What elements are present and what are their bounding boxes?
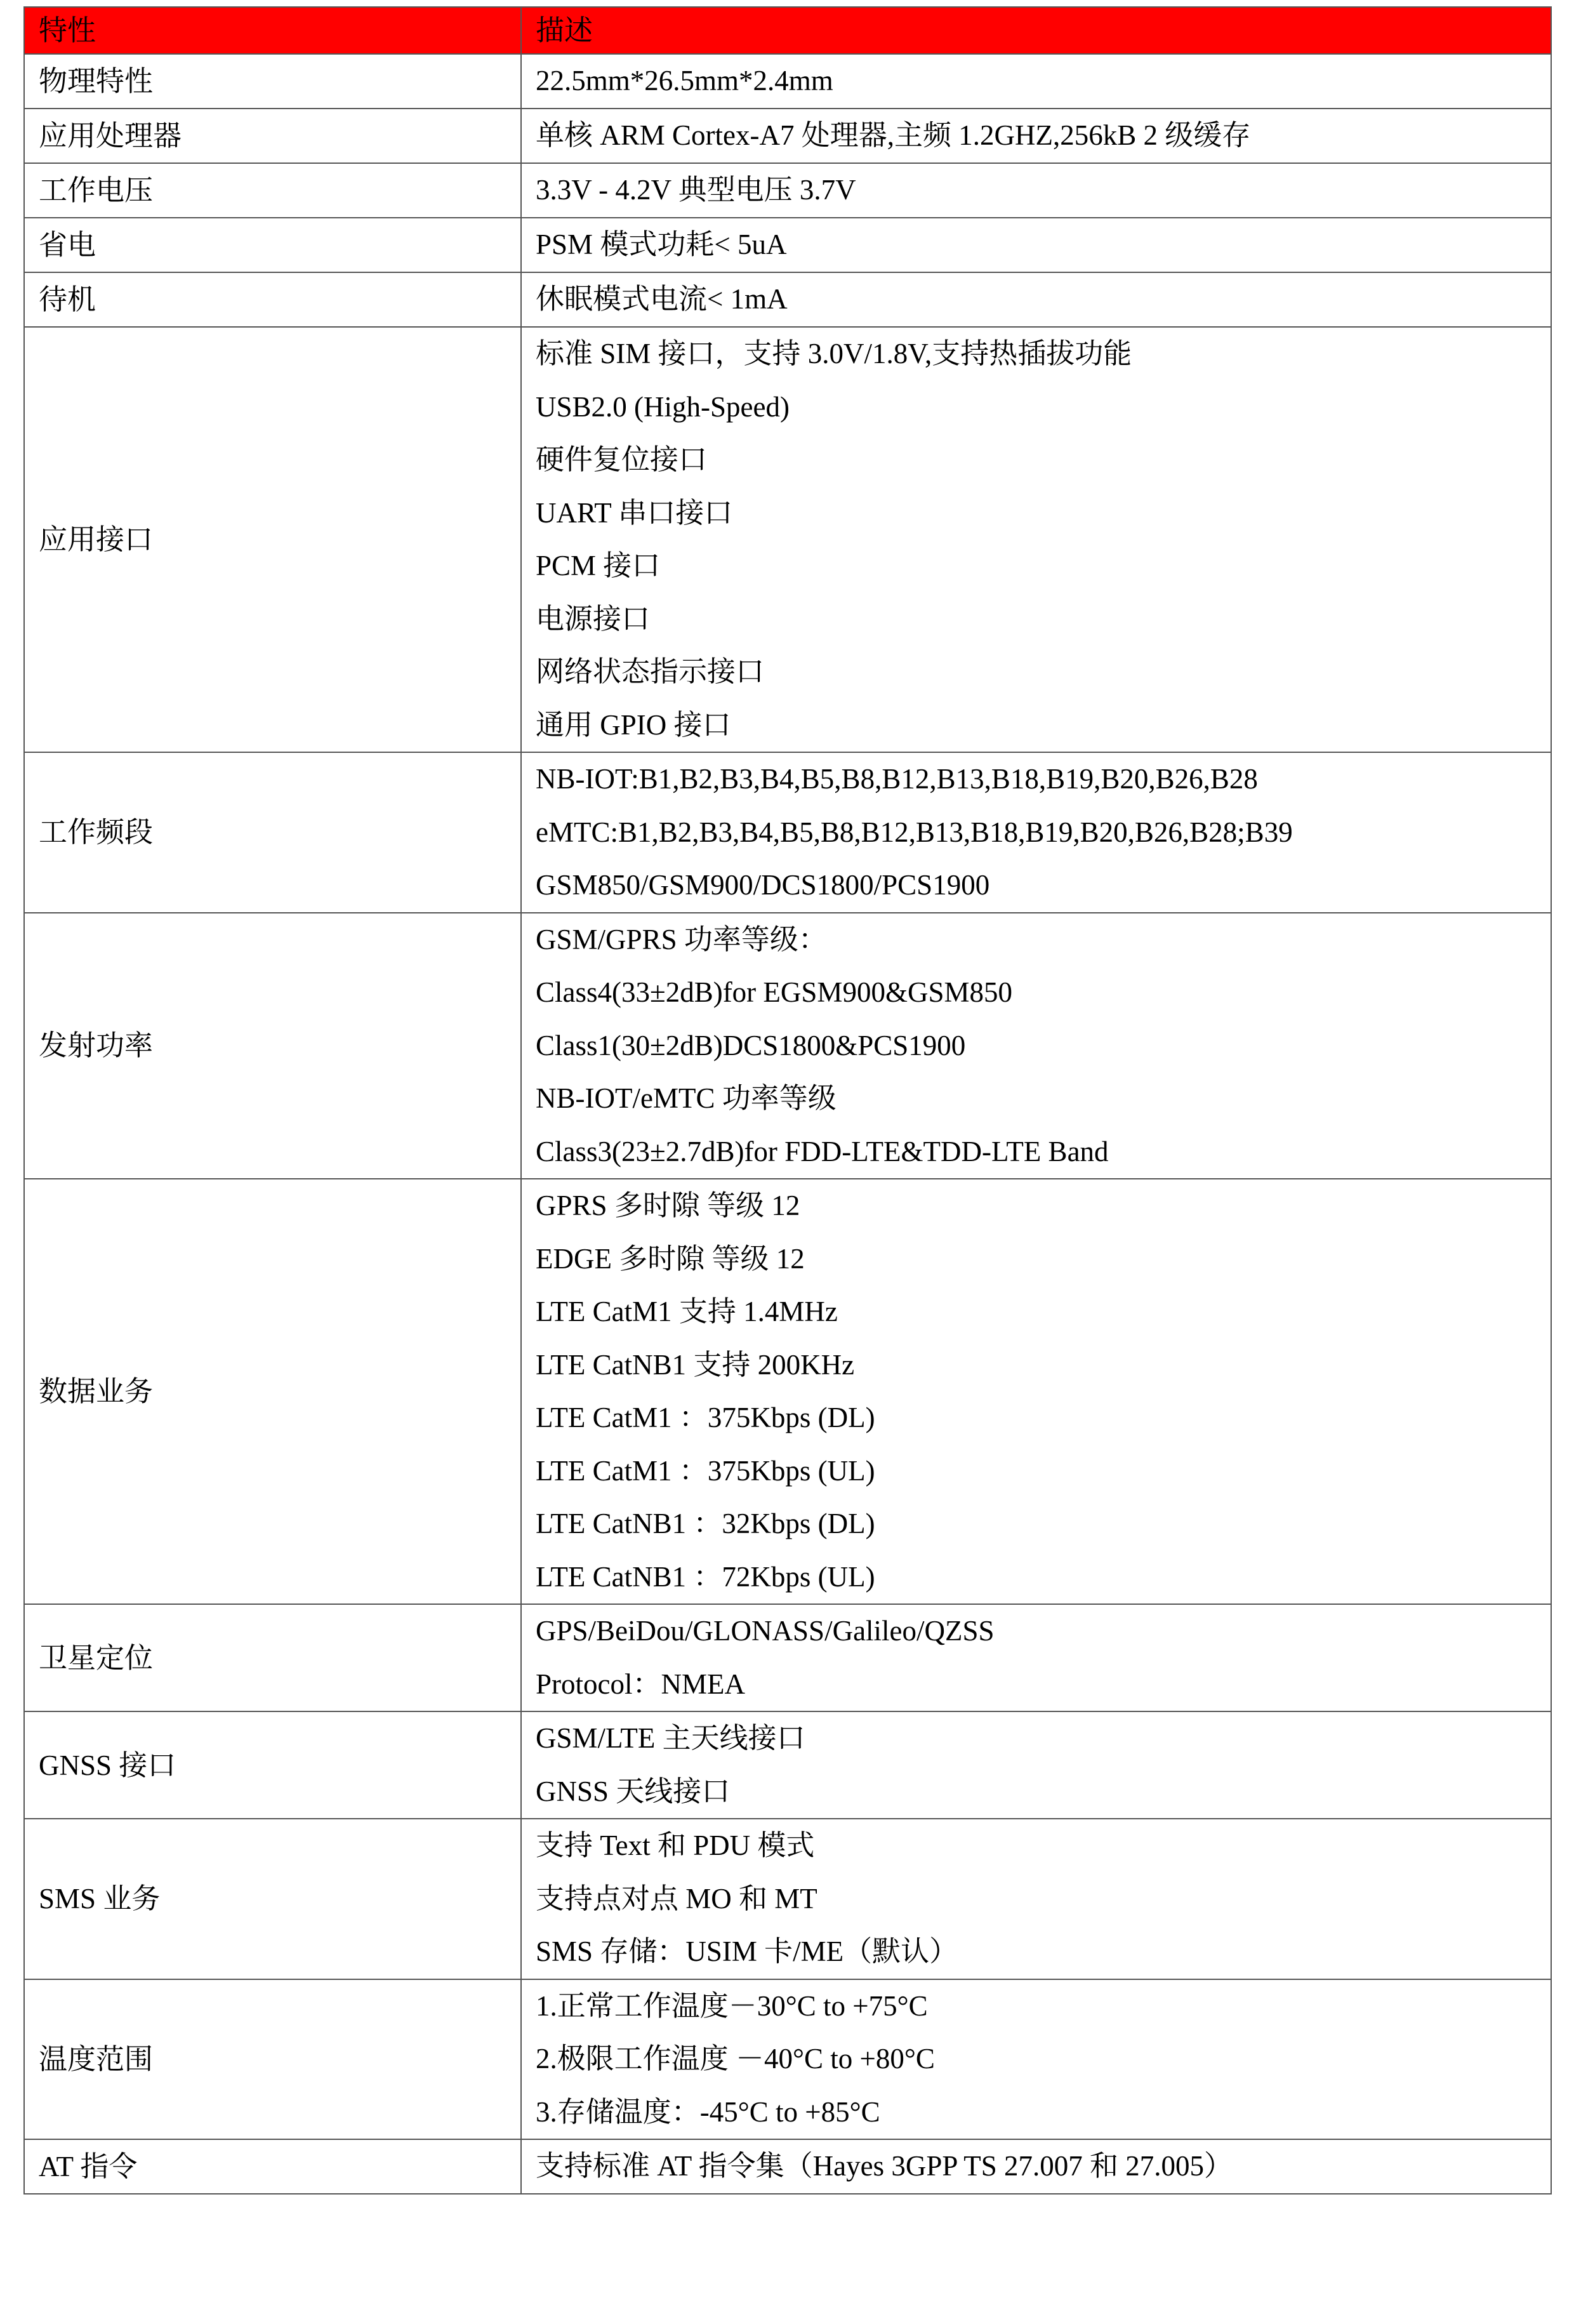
table-row bbox=[24, 1979, 1551, 2140]
description-line: LTE CatNB1 ：72Kbps (UL) bbox=[536, 1560, 875, 1593]
description-line: 1.正常工作温度－30°C to +75°C bbox=[536, 1989, 928, 2022]
description-cell bbox=[521, 1179, 1551, 1604]
description-line: 单核 ARM Cortex-A7 处理器,主频 1.2GHZ,256kB 2 级缓存 bbox=[536, 119, 1251, 152]
description-cell bbox=[521, 1819, 1551, 1979]
description-line: LTE CatM1 ：375Kbps (DL) bbox=[536, 1402, 875, 1433]
table-row bbox=[24, 272, 1551, 327]
feature-cell: AT 指令 bbox=[24, 2139, 521, 2194]
description-cell bbox=[521, 218, 1551, 272]
table-row bbox=[24, 327, 1551, 752]
description-line: LTE CatNB1 ：32Kbps (DL) bbox=[536, 1508, 875, 1539]
description-cell bbox=[521, 1604, 1551, 1711]
description-line: 支持 Text 和 PDU 模式 bbox=[536, 1829, 815, 1861]
description-line: Class1(30±2dB)DCS1800&PCS1900 bbox=[536, 1029, 966, 1061]
description-line: EDGE 多时隙 等级 12 bbox=[536, 1242, 805, 1275]
description-line: LTE CatM1 ：375Kbps (UL) bbox=[536, 1454, 875, 1487]
description-line: LTE CatNB1 支持 200KHz bbox=[536, 1348, 855, 1381]
description-line: 硬件复位接口 bbox=[536, 444, 708, 475]
description-cell bbox=[521, 272, 1551, 327]
description-line: UART 串口接口 bbox=[536, 496, 733, 529]
feature-cell: 发射功率 bbox=[24, 913, 521, 1179]
description-line: 2.极限工作温度 －40°C to +80°C bbox=[536, 2043, 935, 2075]
feature-cell: 应用处理器 bbox=[24, 109, 521, 163]
description-line: Class3(23±2.7dB)for FDD-LTE&TDD-LTE Band bbox=[536, 1135, 1109, 1167]
description-cell bbox=[521, 54, 1551, 109]
description-line: NB-IOT/eMTC 功率等级 bbox=[536, 1082, 837, 1114]
description-cell bbox=[521, 109, 1551, 163]
feature-cell: SMS 业务 bbox=[24, 1819, 521, 1979]
description-line: 休眠模式电流< 1mA bbox=[536, 283, 788, 315]
table-row bbox=[24, 1819, 1551, 1979]
feature-cell: 数据业务 bbox=[24, 1179, 521, 1604]
description-line: GSM850/GSM900/DCS1800/PCS1900 bbox=[536, 869, 990, 901]
feature-cell: 省电 bbox=[24, 218, 521, 272]
description-line: PSM 模式功耗< 5uA bbox=[536, 229, 787, 261]
table-row bbox=[24, 54, 1551, 109]
table-row bbox=[24, 163, 1551, 218]
description-line: eMTC:B1,B2,B3,B4,B5,B8,B12,B13,B18,B19,B20,B26,B28;B39 bbox=[536, 816, 1293, 848]
table-row bbox=[24, 2139, 1551, 2194]
feature-cell: 工作频段 bbox=[24, 752, 521, 913]
description-line: 电源接口 bbox=[536, 602, 651, 635]
description-line: GSM/LTE 主天线接口 bbox=[536, 1722, 805, 1754]
feature-cell: GNSS 接口 bbox=[24, 1711, 521, 1819]
description-line: Class4(33±2dB)for EGSM900&GSM850 bbox=[536, 976, 1012, 1008]
table-row bbox=[24, 1711, 1551, 1819]
feature-cell: 工作电压 bbox=[24, 163, 521, 218]
description-line: 网络状态指示接口 bbox=[536, 656, 765, 687]
description-cell bbox=[521, 1711, 1551, 1819]
description-line: GSM/GPRS 功率等级： bbox=[536, 923, 827, 955]
description-cell bbox=[521, 2139, 1551, 2194]
table-body bbox=[24, 54, 1551, 2194]
description-cell bbox=[521, 913, 1551, 1179]
description-line: GPS/BeiDou/GLONASS/Galileo/QZSS bbox=[536, 1615, 995, 1647]
description-line: GNSS 天线接口 bbox=[536, 1775, 731, 1807]
description-cell bbox=[521, 327, 1551, 752]
description-line: USB2.0 (High-Speed) bbox=[536, 390, 790, 423]
table-row bbox=[24, 218, 1551, 272]
description-line: LTE CatM1 支持 1.4MHz bbox=[536, 1296, 838, 1327]
description-line: PCM 接口 bbox=[536, 550, 661, 581]
description-line: NB-IOT:B1,B2,B3,B4,B5,B8,B12,B13,B18,B19,B20,B26,B28 bbox=[536, 763, 1258, 795]
feature-cell: 待机 bbox=[24, 272, 521, 327]
table-row bbox=[24, 752, 1551, 913]
table-row bbox=[24, 913, 1551, 1179]
table-row bbox=[24, 109, 1551, 163]
description-line: 3.3V - 4.2V 典型电压 3.7V bbox=[536, 174, 856, 206]
description-line: 22.5mm*26.5mm*2.4mm bbox=[536, 65, 833, 97]
description-line: 支持标准 AT 指令集（Hayes 3GPP TS 27.007 和 27.005） bbox=[536, 2150, 1233, 2182]
feature-cell: 卫星定位 bbox=[24, 1604, 521, 1711]
description-line: Protocol：NMEA bbox=[536, 1668, 745, 1700]
description-cell bbox=[521, 1979, 1551, 2140]
table-header bbox=[24, 7, 1551, 54]
description-line: SMS 存储：USIM 卡/ME（默认） bbox=[536, 1936, 958, 1967]
description-line: 标准 SIM 接口，支持 3.0V/1.8V,支持热插拔功能 bbox=[536, 338, 1132, 369]
feature-header: 特性 bbox=[24, 7, 521, 54]
description-line: 3.存储温度：-45°C to +85°C bbox=[536, 2095, 880, 2128]
description-cell bbox=[521, 752, 1551, 913]
description-header: 描述 bbox=[521, 7, 1551, 54]
description-line: 通用 GPIO 接口 bbox=[536, 708, 731, 741]
feature-cell: 温度范围 bbox=[24, 1979, 521, 2140]
header-row bbox=[24, 7, 1551, 54]
description-line: 支持点对点 MO 和 MT bbox=[536, 1882, 817, 1915]
description-line: GPRS 多时隙 等级 12 bbox=[536, 1190, 800, 1221]
spec-table bbox=[23, 6, 1552, 2195]
table-row bbox=[24, 1179, 1551, 1604]
feature-cell: 应用接口 bbox=[24, 327, 521, 752]
description-cell bbox=[521, 163, 1551, 218]
table-row bbox=[24, 1604, 1551, 1711]
feature-cell: 物理特性 bbox=[24, 54, 521, 109]
